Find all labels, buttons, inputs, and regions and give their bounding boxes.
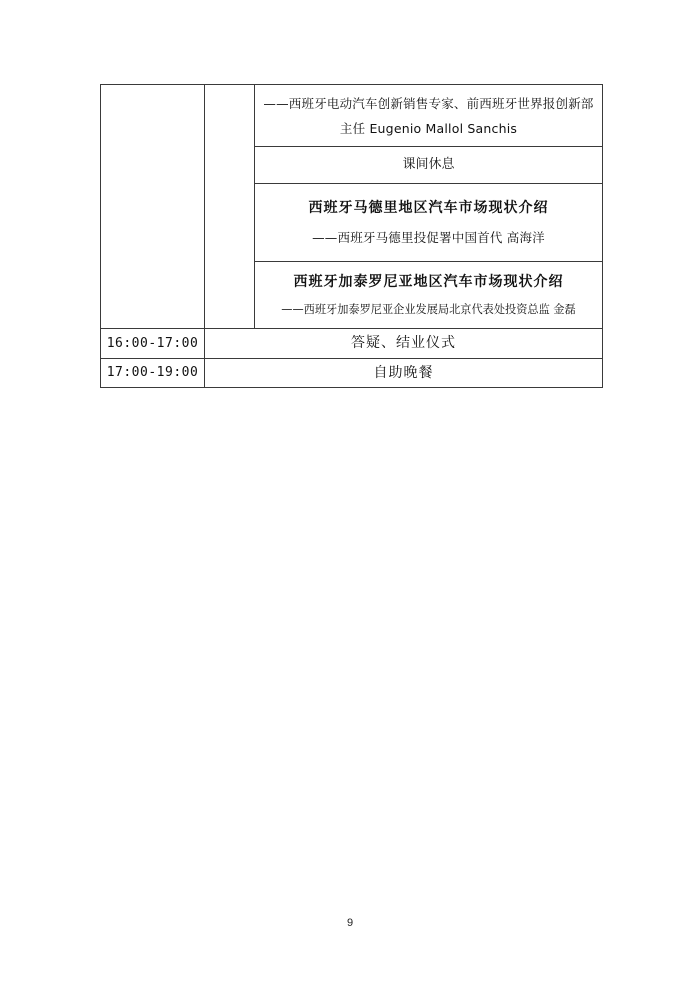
talk2-speaker: ——西班牙加泰罗尼亚企业发展局北京代表处投资总监 金磊 [281, 302, 576, 316]
activity-cell [205, 359, 603, 388]
talk2-cell [255, 262, 603, 329]
row-time: 17:00-19:00 [106, 365, 199, 381]
row-activity: 答疑、结业仪式 [351, 335, 456, 352]
speaker1-line1: ——西班牙电动汽车创新销售专家、前西班牙世界报创新部 [263, 95, 594, 111]
talk2-title: 西班牙加泰罗尼亚地区汽车市场现状介绍 [293, 273, 564, 290]
row-time: 16:00-17:00 [106, 335, 199, 351]
talk1-cell [255, 184, 603, 262]
page-number: 9 [346, 917, 354, 929]
table-row [101, 85, 603, 147]
row-activity: 自助晚餐 [373, 364, 434, 381]
table-row [101, 359, 603, 388]
speaker-cell [255, 85, 603, 147]
time-cell-empty [101, 85, 205, 329]
time-cell [101, 329, 205, 359]
time-cell [101, 359, 205, 388]
schedule-table [100, 84, 603, 388]
talk1-speaker: ——西班牙马德里投促署中国首代 高海洋 [312, 230, 545, 246]
activity-cell [205, 329, 603, 359]
session-cell-empty [205, 85, 255, 329]
table-row [101, 329, 603, 359]
speaker1-line2: 主任 Eugenio Mallol Sanchis [339, 120, 518, 136]
break-cell [255, 147, 603, 184]
talk1-title: 西班牙马德里地区汽车市场现状介绍 [308, 199, 549, 216]
break-label: 课间休息 [402, 157, 455, 173]
